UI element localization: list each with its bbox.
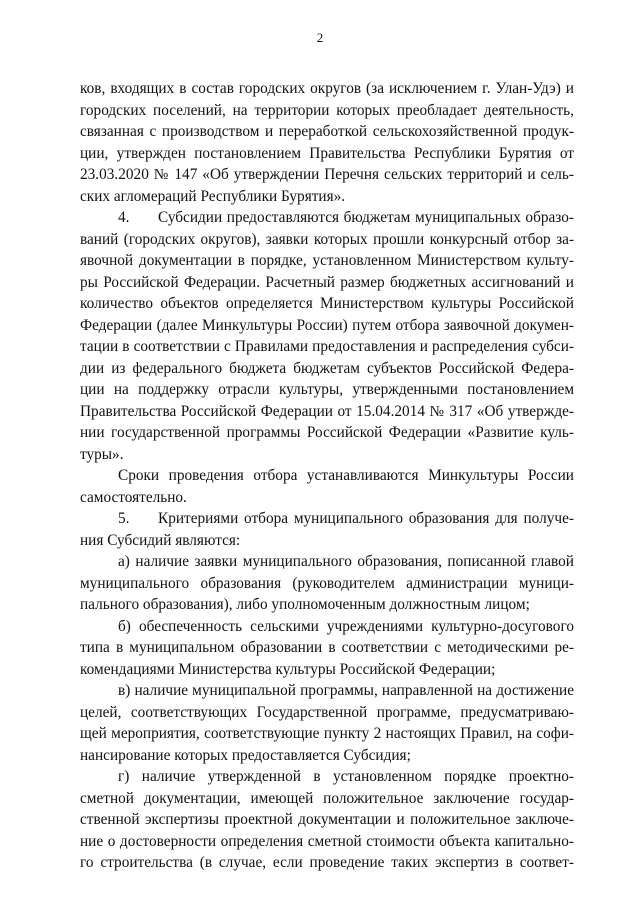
- text-line: явочной документации в порядке, установленном Министерством культу-: [80, 252, 574, 269]
- text-line: ры Российской Федерации. Расчетный размер бюджетных ассигнований и: [80, 273, 574, 291]
- text-line: ских агломераций Республики Бурятия».: [80, 187, 346, 205]
- text-line: ние о достоверности определения сметной стоимости объекта капитально-: [80, 832, 574, 850]
- text-line: Критериями отбора муниципального образования для получе-: [158, 510, 574, 527]
- text-line: муниципального образования (руководителем администрации муници-: [80, 574, 574, 592]
- text-line: дии из федерального бюджета бюджетам субъектов Российской Федера-: [80, 359, 574, 377]
- text-line: ваний (городских округов), заявки которых прошли конкурсный отбор за-: [80, 230, 574, 248]
- text-line: ственной экспертизы проектной документации и положительное заключе-: [80, 811, 574, 828]
- text-line: целей, соответствующих Государственной программе, предусматриваю-: [80, 703, 574, 721]
- text-line: ков, входящих в состав городских округов (за исключением г. Улан-Удэ) и: [80, 80, 574, 97]
- text-line: городских поселений, на территории которых преобладает деятельность,: [80, 101, 574, 119]
- text-line: количество объектов определяется Министерством культуры Российской: [80, 295, 574, 312]
- text-line: го строительства (в случае, если проведение таких экспертиз в соответ-: [80, 854, 574, 871]
- text-line: а) наличие заявки муниципального образования, пописанной главой: [118, 553, 574, 570]
- text-line: в) наличие муниципальной программы, направленной на достижение: [118, 682, 574, 699]
- text-line: типа в муниципальном образовании в соответствии с методическими ре-: [80, 639, 574, 656]
- item-number-4: 4.: [118, 209, 130, 226]
- text-line: Правительства Российской Федерации от 15.04.2014 № 317 «Об утвержде-: [80, 402, 574, 420]
- text-line: нансирование которых предоставляется Субсидия;: [80, 746, 411, 764]
- text-line: Федерации (далее Минкультуры России) путем отбора заявочной докумен-: [80, 316, 574, 334]
- text-line: ния Субсидий являются:: [80, 531, 241, 549]
- text-line: Субсидии предоставляются бюджетам муниципальных образо-: [158, 209, 574, 226]
- document-body: [80, 78, 574, 874]
- text-line: сметной документации, имеющей положительное заключение государ-: [80, 789, 574, 807]
- text-line: пального образования), либо уполномоченным должностным лицом;: [80, 596, 530, 613]
- paragraph-4-first-line: [80, 207, 574, 229]
- text-line: 23.03.2020 № 147 «Об утверждении Перечня сельских территорий и сель-: [80, 166, 574, 183]
- paragraph-5-first-line: [80, 508, 574, 530]
- text-line: туры».: [80, 445, 124, 463]
- text-line: г) наличие утвержденной в установленном порядке проектно-: [118, 768, 574, 785]
- text-line: ции, утвержден постановлением Правительства Республики Бурятия от: [80, 144, 574, 162]
- text-line: связанная с производством и переработкой сельскохозяйственной продук-: [80, 123, 574, 140]
- text-line: самостоятельно.: [80, 488, 187, 506]
- text-line: нии государственной программы Российской Федерации «Развитие куль-: [80, 424, 574, 441]
- text-line: тации в соответствии с Правилами предоставления и распределения субси-: [80, 338, 574, 355]
- text-line: б) обеспеченность сельскими учреждениями культурно-досугового: [118, 617, 574, 635]
- text-line: Сроки проведения отбора устанавливаются Минкультуры России: [118, 467, 574, 484]
- text-line: щей мероприятия, соответствующие пункту 2 настоящих Правил, на софи-: [80, 725, 574, 742]
- item-number-5: 5.: [118, 510, 130, 527]
- page-number: 2: [316, 30, 324, 45]
- text-line: ции на поддержку отрасли культуры, утвержденными постановлением: [80, 381, 574, 398]
- text-line: комендациями Министерства культуры Российской Федерации;: [80, 660, 496, 678]
